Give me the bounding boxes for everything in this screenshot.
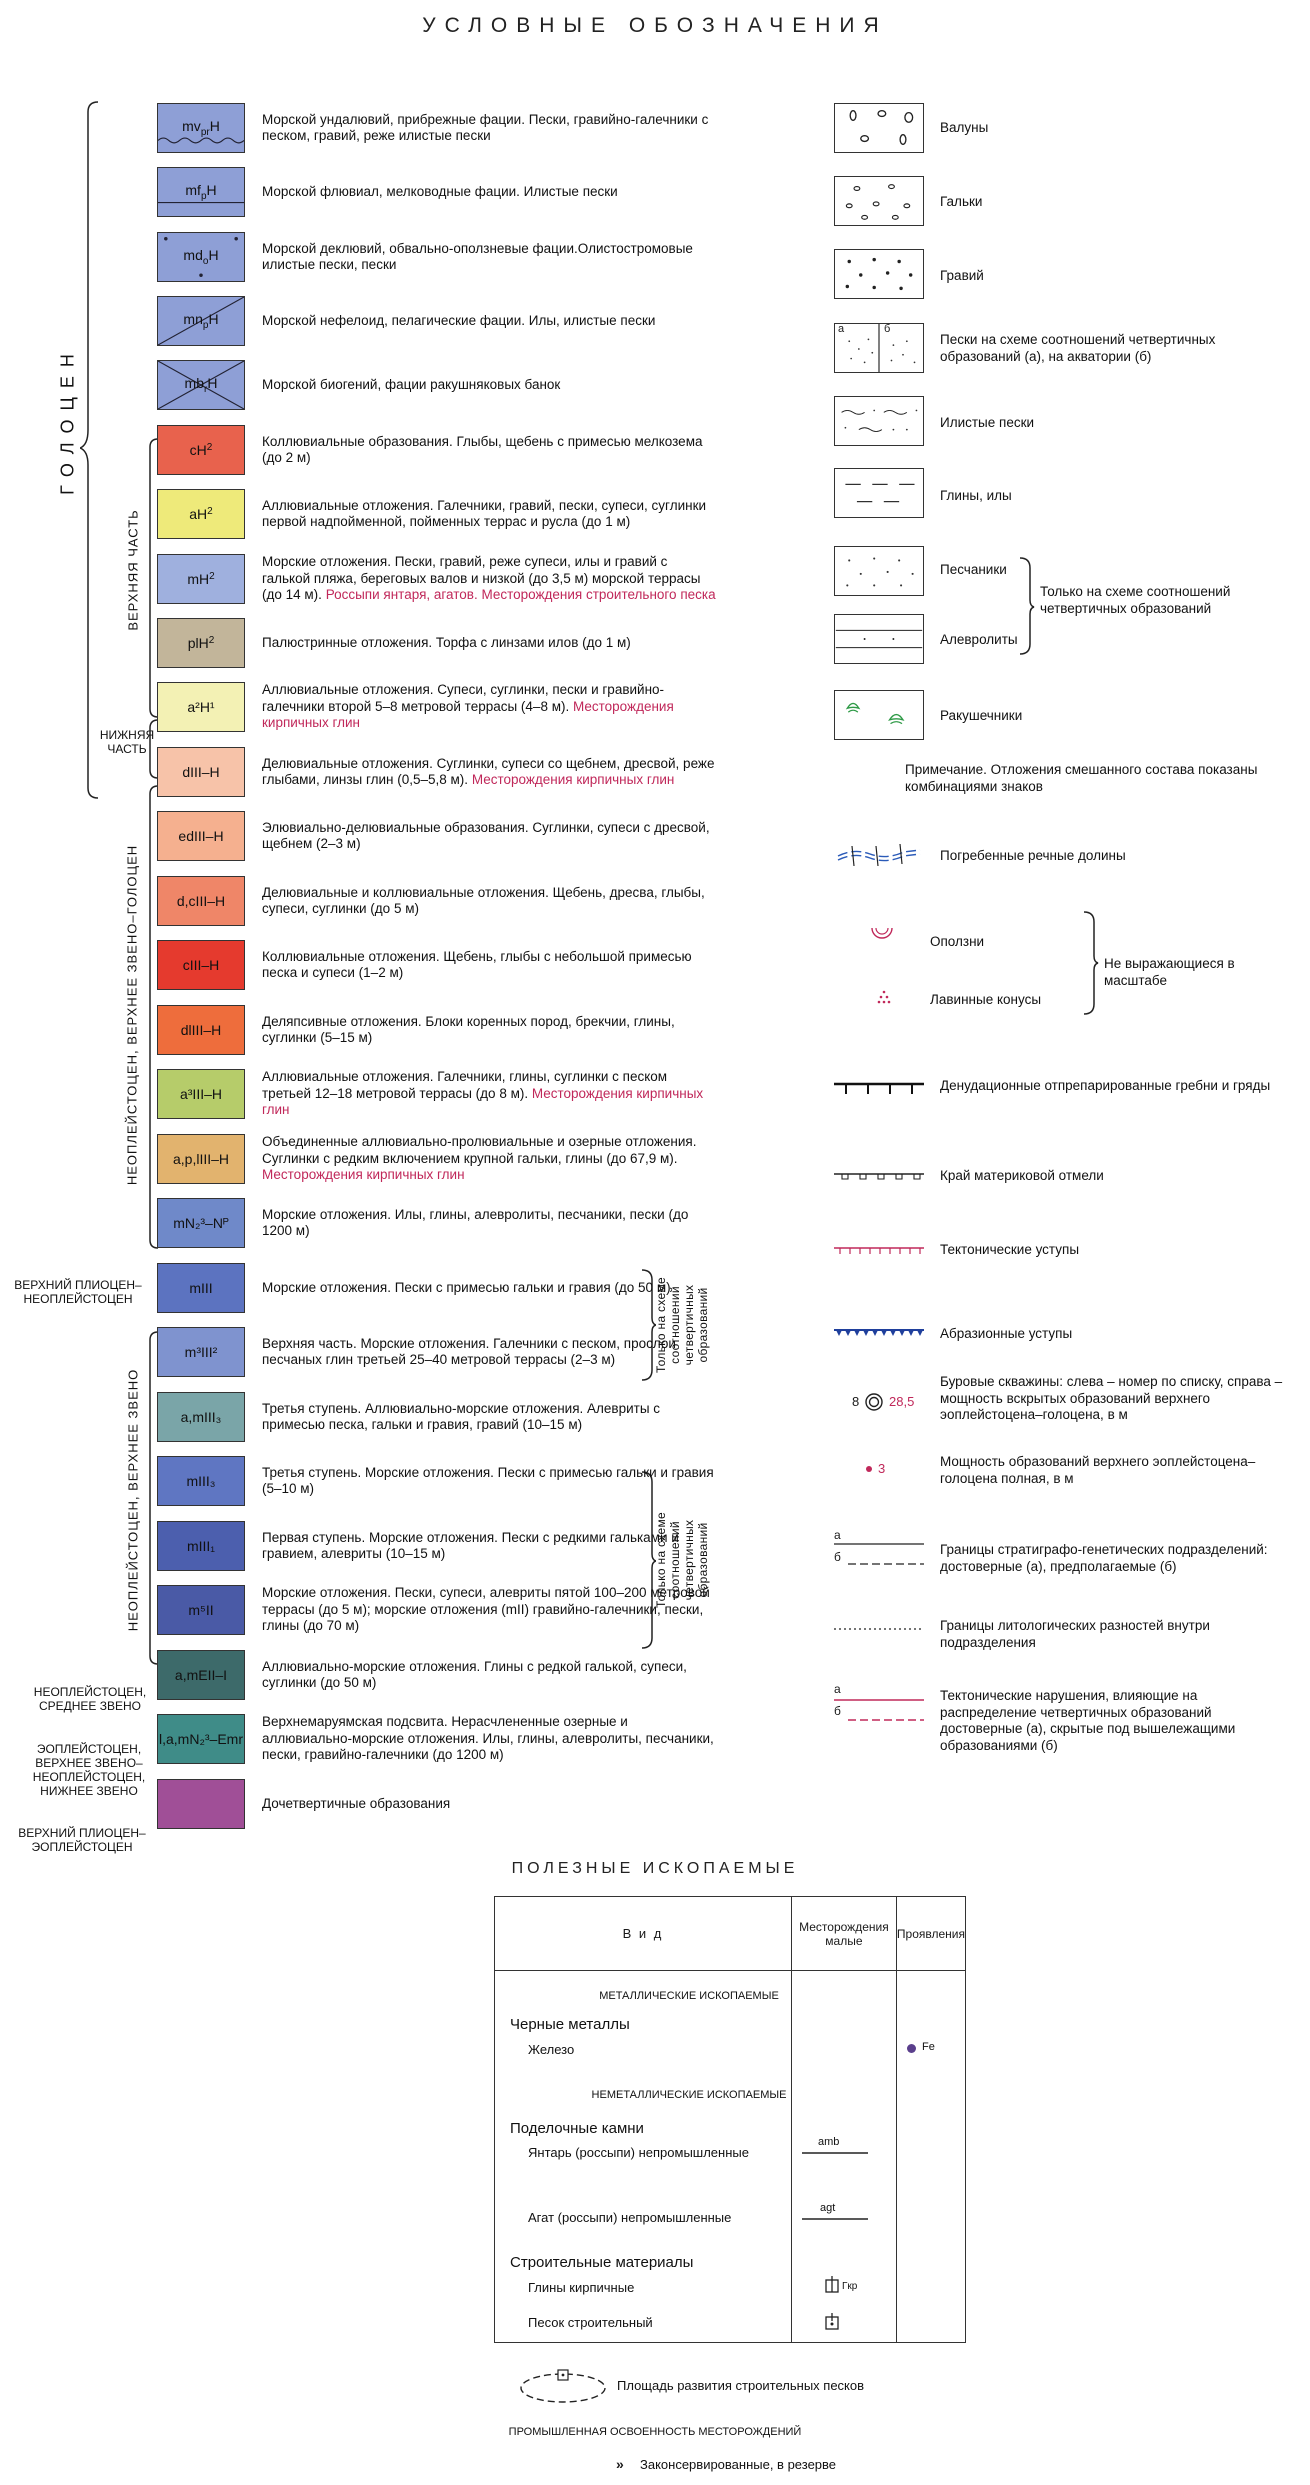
unit-description: Коллювиальные образования. Глыбы, щебень с примесью мелкозема (до 2 м) — [262, 433, 703, 465]
symbol-sands — [834, 323, 924, 373]
age-label-upper-plio-eo: ВЕРХНИЙ ПЛИОЦЕН– ЭОПЛЕЙСТОЦЕН — [18, 1826, 146, 1854]
label-abrasion-scarps: Абразионные уступы — [940, 1326, 1073, 1341]
symbol-pebbles — [834, 176, 924, 226]
label-tectonic-scarps: Тектонические уступы — [940, 1242, 1080, 1257]
unit-swatch — [157, 1263, 245, 1313]
unit-code: mIII₃ — [186, 1473, 216, 1489]
stones-header: Поделочные камни — [510, 2120, 644, 2137]
building-header: Строительные материалы — [510, 2254, 694, 2271]
unit-code: $mn_pH$ — [183, 311, 219, 331]
unit-description: Морской флювиал, мелководные фации. Илистые пески — [262, 183, 618, 199]
iron-label: Железо — [528, 2042, 575, 2057]
unit-swatch — [157, 1779, 245, 1829]
label-sands: Пески на схеме соотношений четвертичных образований (а), на акватории (б) — [940, 332, 1216, 364]
agate-label: Агат (россыпи) непромышленные — [528, 2210, 732, 2225]
label-sandstones: Песчаники — [940, 562, 1007, 577]
brick-clays-label: Глины кирпичные — [528, 2280, 635, 2295]
unit-swatch — [157, 296, 245, 346]
unit-code: dlIII–H — [180, 1022, 222, 1038]
symbol-clays — [834, 468, 924, 518]
label-not-scale: Не выражающиеся в масштабе — [1104, 956, 1235, 988]
well-icon — [864, 1392, 884, 1412]
boundary-label-b: б — [834, 1550, 841, 1564]
unit-code: d,cIII–H — [176, 893, 226, 909]
unit-swatch — [157, 167, 245, 217]
brick-clay-symbol: Гкр — [842, 2281, 858, 2292]
unit-description: Делювиальные отложения. Суглинки, супеси со щебнем, дресвой, реже глыбами, линзы глин (0,5–5,8 м). Месторождения кирпичных глин — [262, 755, 715, 787]
symbol-boundaries — [834, 1542, 924, 1568]
unit-description: Морской деклювий, обвально-оползневые фации.Олистостромовые илистые пески, пески — [262, 240, 693, 272]
unit-swatch — [157, 1134, 245, 1184]
unit-code: $mf_pH$ — [185, 182, 217, 202]
unit-code: dIII–H — [182, 764, 220, 780]
label-faults: Тектонические нарушения, влияющие на распределение четвертичных образований достоверные (а), скрытые под вышележащими образованиями (б) — [940, 1688, 1236, 1753]
fault-label-a: а — [834, 1682, 841, 1696]
age-label-holocene: ГОЛОЦЕН — [57, 345, 78, 495]
sand-label: Песок строительный — [528, 2315, 653, 2330]
unit-description: Аллювиальные отложения. Галечники, глины, суглинки с песком третьей 12–18 метровой террасы (до 8 м). Месторождения кирпичных глин — [262, 1069, 704, 1117]
unit-code: plH$^2$ — [187, 634, 215, 652]
well-value: 28,5 — [889, 1394, 915, 1409]
unit-description: Аллювиальные отложения. Галечники, гравий, пески, супеси, суглинки первой надпойменной, пойменных террас и русла (до 1 м) — [262, 497, 707, 529]
unit-description: Деляпсивные отложения. Блоки коренных пород, брекчии, глины, суглинки (5–15 м) — [262, 1013, 675, 1045]
symbol-shells — [834, 690, 924, 740]
label-gravel: Гравий — [940, 268, 984, 283]
unit-code: edIII–H — [178, 828, 224, 844]
sand-icon — [824, 2313, 840, 2331]
label-silty-sands: Илистые пески — [940, 415, 1035, 430]
bracket-only-scheme-3 — [1018, 556, 1036, 656]
unit-swatch — [157, 682, 245, 732]
symbol-siltstones — [834, 614, 924, 664]
unit-swatch — [157, 232, 245, 282]
symbol-shelf-edge — [834, 1168, 924, 1188]
col-small-header: Месторождения малые — [791, 1897, 896, 1971]
label-pebbles: Гальки — [940, 194, 983, 209]
unit-code: $aH^2$ — [189, 505, 213, 523]
unit-code: $mb_rH$ — [184, 375, 218, 395]
unit-swatch — [157, 1069, 245, 1119]
label-landslides: Оползни — [930, 934, 985, 949]
unit-description: Элювиально-делювиальные образования. Суглинки, супеси с дресвой, щебнем (2–3 м) — [262, 819, 710, 851]
label-wells: Буровые скважины: слева – номер по списку, справа – мощность вскрытых образований верхнего эоплейстоцена–голоцена, в м — [940, 1374, 1283, 1422]
unit-swatch — [157, 1650, 245, 1700]
symbol-gravel — [834, 249, 924, 299]
unit-swatch — [157, 940, 245, 990]
well-number: 8 — [852, 1394, 860, 1409]
agate-symbol: agt — [820, 2202, 836, 2214]
amber-label: Янтарь (россыпи) непромышленные — [528, 2145, 749, 2160]
unit-code: mIII₁ — [186, 1538, 216, 1554]
age-label-neo-upper-holo: НЕОПЛЕЙСТОЦЕН, ВЕРХНЕЕ ЗВЕНО–ГОЛОЦЕН — [124, 844, 140, 1186]
unit-description: Первая ступень. Морские отложения. Пески с редкими гальками и гравием, алевриты (10–15 м) — [262, 1529, 679, 1561]
unit-code: mN₂³–Nᴾ — [173, 1215, 229, 1231]
age-label-neo-middle: НЕОПЛЕЙСТОЦЕН, СРЕДНЕЕ ЗВЕНО — [33, 1685, 147, 1713]
unit-code: $cH^2$ — [189, 441, 213, 459]
iron-dot-icon — [907, 2044, 916, 2053]
unit-description: Верхняя часть. Морские отложения. Галечники с песком, прослои песчаных глин третьей 25–40 метровой террасы (2–3 м) — [262, 1335, 676, 1367]
unit-swatch — [157, 1327, 245, 1377]
unit-swatch — [157, 876, 245, 926]
unit-description: Морской ундалювий, прибрежные фации. Пески, гравийно-галечники с песком, гравий, реже илистые пески — [262, 111, 709, 143]
unit-swatch — [157, 1005, 245, 1055]
unit-description: Палюстринные отложения. Торфа с линзами илов (до 1 м) — [262, 634, 631, 650]
label-buried-valleys: Погребенные речные долины — [940, 848, 1126, 863]
minerals-body-show — [896, 1971, 965, 2343]
unit-description: Аллювиально-морские отложения. Глины с редкой галькой, супеси, суглинки (до 50 м) — [262, 1658, 687, 1690]
unit-description: Морские отложения. Пески с примесью гальки и гравия (до 50 м) — [262, 1279, 671, 1295]
unit-code: cIII–H — [182, 957, 220, 973]
col-kind-header: В и д — [495, 1897, 792, 1971]
unit-swatch — [157, 1714, 245, 1764]
boundary-label-a: а — [834, 1528, 841, 1542]
unit-code: l,a,mN₂³–Emr — [159, 1731, 243, 1747]
age-label-eo-neo: ЭОПЛЕЙСТОЦЕН, ВЕРХНЕЕ ЗВЕНО– НЕОПЛЕЙСТОЦЕН, НИЖНЕЕ ЗВЕНО — [32, 1742, 146, 1798]
label-litho-boundaries: Границы литологических разностей внутри подразделения — [940, 1618, 1210, 1650]
unit-description: Делювиальные и коллювиальные отложения. Щебень, дресва, глыбы, супеси, суглинки (до 5 м) — [262, 884, 705, 916]
reserve-label: Законсервированные, в резерве — [640, 2457, 837, 2472]
amber-line-icon — [800, 2150, 870, 2156]
label-ridges: Денудационные отпрепарированные гребни и гряды — [940, 1078, 1271, 1093]
unit-code: m³III² — [184, 1344, 218, 1360]
label-clays: Глины, илы — [940, 488, 1012, 503]
thickness-dot-icon — [866, 1466, 872, 1472]
amber-symbol: amb — [818, 2136, 840, 2148]
unit-code: a²H¹ — [187, 699, 215, 715]
sands-label-a: а — [838, 323, 845, 335]
brick-clay-icon — [824, 2276, 840, 2294]
thickness-value: 3 — [878, 1461, 886, 1476]
label-boulders: Валуны — [940, 120, 989, 135]
ferrous-header: Черные металлы — [510, 2016, 630, 2033]
age-label-lower-part: НИЖНЯЯ ЧАСТЬ — [99, 728, 155, 756]
symbol-ridges — [834, 1076, 924, 1100]
unit-swatch — [157, 103, 245, 153]
unit-description: Верхнемаруямская подсвита. Нерасчлененные озерные и аллювиально-морские отложения. Илы, глины, алевролиты, песчаники, пески, гравийно-галечники (до 1200 м) — [262, 1714, 714, 1762]
unit-swatch — [157, 360, 245, 410]
symbol-boulders — [834, 103, 924, 153]
symbol-faults — [834, 1698, 924, 1724]
only-scheme-label-1: Только на схеме соотношений четвертичных образований — [654, 1276, 710, 1374]
unit-description: Коллювиальные отложения. Щебень, глыбы с небольшой примесью песка и супеси (1–2 м) — [262, 948, 692, 980]
sand-area-icon — [518, 2366, 608, 2406]
page-title: УСЛОВНЫЕ ОБОЗНАЧЕНИЯ — [422, 14, 888, 37]
sands-label-b: б — [884, 323, 891, 335]
iron-symbol: Fe — [922, 2041, 935, 2053]
unit-swatch — [157, 1585, 245, 1635]
col-show-header: Проявления — [896, 1897, 965, 1971]
note-mixed: Примечание. Отложения смешанного состава показаны комбинациями знаков — [905, 762, 1258, 794]
label-shells: Ракушечники — [940, 708, 1023, 723]
minerals-title: ПОЛЕЗНЫЕ ИСКОПАЕМЫЕ — [511, 1860, 799, 1877]
metallic-header: МЕТАЛЛИЧЕСКИЕ ИСКОПАЕМЫЕ — [599, 1990, 779, 2002]
unit-description: Дочетвертичные образования — [262, 1795, 451, 1811]
label-boundaries: Границы стратиграфо-генетических подразделений: достоверные (а), предполагаемые (б) — [940, 1542, 1268, 1574]
unit-swatch — [157, 811, 245, 861]
age-label-neo-upper: НЕОПЛЕЙСТОЦЕН, ВЕРХНЕЕ ЗВЕНО — [125, 1368, 141, 1632]
unit-description: Аллювиальные отложения. Супеси, суглинки, пески и гравийно-галечники второй 5–8 метровой террасы (4–8 м). Месторождения кирпичных глин — [262, 682, 674, 730]
reserve-icon: » — [616, 2456, 624, 2472]
label-only-scheme-3: Только на схеме соотношений четвертичных образований — [1040, 584, 1231, 616]
unit-description: Третья ступень. Аллювиально-морские отложения. Алевриты с примесью песка, гальки и гравия, гравий (10–15 м) — [262, 1400, 661, 1432]
unit-code: a³III–H — [179, 1086, 222, 1102]
symbol-sandstones — [834, 546, 924, 596]
symbol-tectonic-scarps — [834, 1242, 924, 1262]
unit-swatch — [157, 1456, 245, 1506]
age-label-upper-part: ВЕРХНЯЯ ЧАСТЬ — [125, 509, 141, 631]
age-label-upper-plio-neo: ВЕРХНИЙ ПЛИОЦЕН–НЕОПЛЕЙСТОЦЕН — [14, 1278, 142, 1306]
label-siltstones: Алевролиты — [940, 632, 1018, 647]
unit-description: Морской нефелоид, пелагические фации. Илы, илистые пески — [262, 312, 656, 328]
unit-swatch — [157, 1198, 245, 1248]
unit-description: Морские отложения. Пески, гравий, реже супеси, илы и гравий с галькой пляжа, береговых валов и низкой (до 3,5 м) морской террасы (до 14 м). Россыпи янтаря, агатов. Месторождения строительного песка — [262, 554, 716, 602]
label-thickness: Мощность образований верхнего эоплейстоцена–голоцена полная, в м — [940, 1454, 1256, 1486]
unit-code: $mv_{pr}H$ — [182, 118, 220, 138]
unit-swatch — [157, 554, 245, 604]
symbol-abrasion-scarps — [834, 1326, 924, 1342]
unit-swatch — [157, 1392, 245, 1442]
fault-label-b: б — [834, 1704, 841, 1718]
unit-code: m⁵II — [188, 1602, 214, 1618]
unit-description: Морской биогений, фации ракушняковых банок — [262, 376, 561, 392]
unit-code: $md_oH$ — [183, 247, 219, 267]
unit-swatch — [157, 747, 245, 797]
unit-description: Морские отложения. Илы, глины, алевролиты, песчаники, пески (до 1200 м) — [262, 1206, 689, 1238]
nonmetallic-header: НЕМЕТАЛЛИЧЕСКИЕ ИСКОПАЕМЫЕ — [591, 2089, 787, 2101]
unit-description: Объединенные аллювиально-пролювиальные и озерные отложения. Суглинки с редким включением крупной гальки, глины (до 67,9 м). Месторождения кирпичных глин — [262, 1134, 697, 1182]
sand-area-label: Площадь развития строительных песков — [617, 2378, 865, 2393]
bracket-holocene — [80, 100, 100, 800]
unit-swatch — [157, 489, 245, 539]
unit-swatch — [157, 425, 245, 475]
unit-description: Морские отложения. Пески, супеси, алевриты пятой 100–200 метровой террасы (до 5 м); морские отложения (mII) гравийно-галечники, пески, глины (до 70 м) — [262, 1585, 710, 1633]
unit-code: a,mIII₃ — [180, 1409, 222, 1425]
symbol-buried-valleys — [834, 838, 924, 868]
symbol-silty-sands — [834, 396, 924, 446]
industrial-header: ПРОМЫШЛЕННАЯ ОСВОЕННОСТЬ МЕСТОРОЖДЕНИЙ — [508, 2426, 802, 2438]
bracket-not-scale — [1082, 910, 1100, 1016]
unit-code: $mH^2$ — [187, 570, 215, 588]
unit-code: mIII — [189, 1280, 213, 1296]
unit-description: Третья ступень. Морские отложения. Пески с примесью гальки и гравия (5–10 м) — [262, 1464, 714, 1496]
label-avalanche: Лавинные конусы — [930, 992, 1042, 1007]
only-scheme-label-2: Только на схеме соотношений четвертичных образований — [654, 1511, 710, 1609]
agate-line-icon — [800, 2216, 870, 2222]
unit-swatch — [157, 1521, 245, 1571]
label-shelf-edge: Край материковой отмели — [940, 1168, 1104, 1183]
unit-code: a,mEII–I — [174, 1667, 228, 1683]
unit-swatch — [157, 618, 245, 668]
symbol-litho-boundaries — [834, 1626, 924, 1632]
unit-code: a,p,lIII–H — [172, 1151, 230, 1167]
